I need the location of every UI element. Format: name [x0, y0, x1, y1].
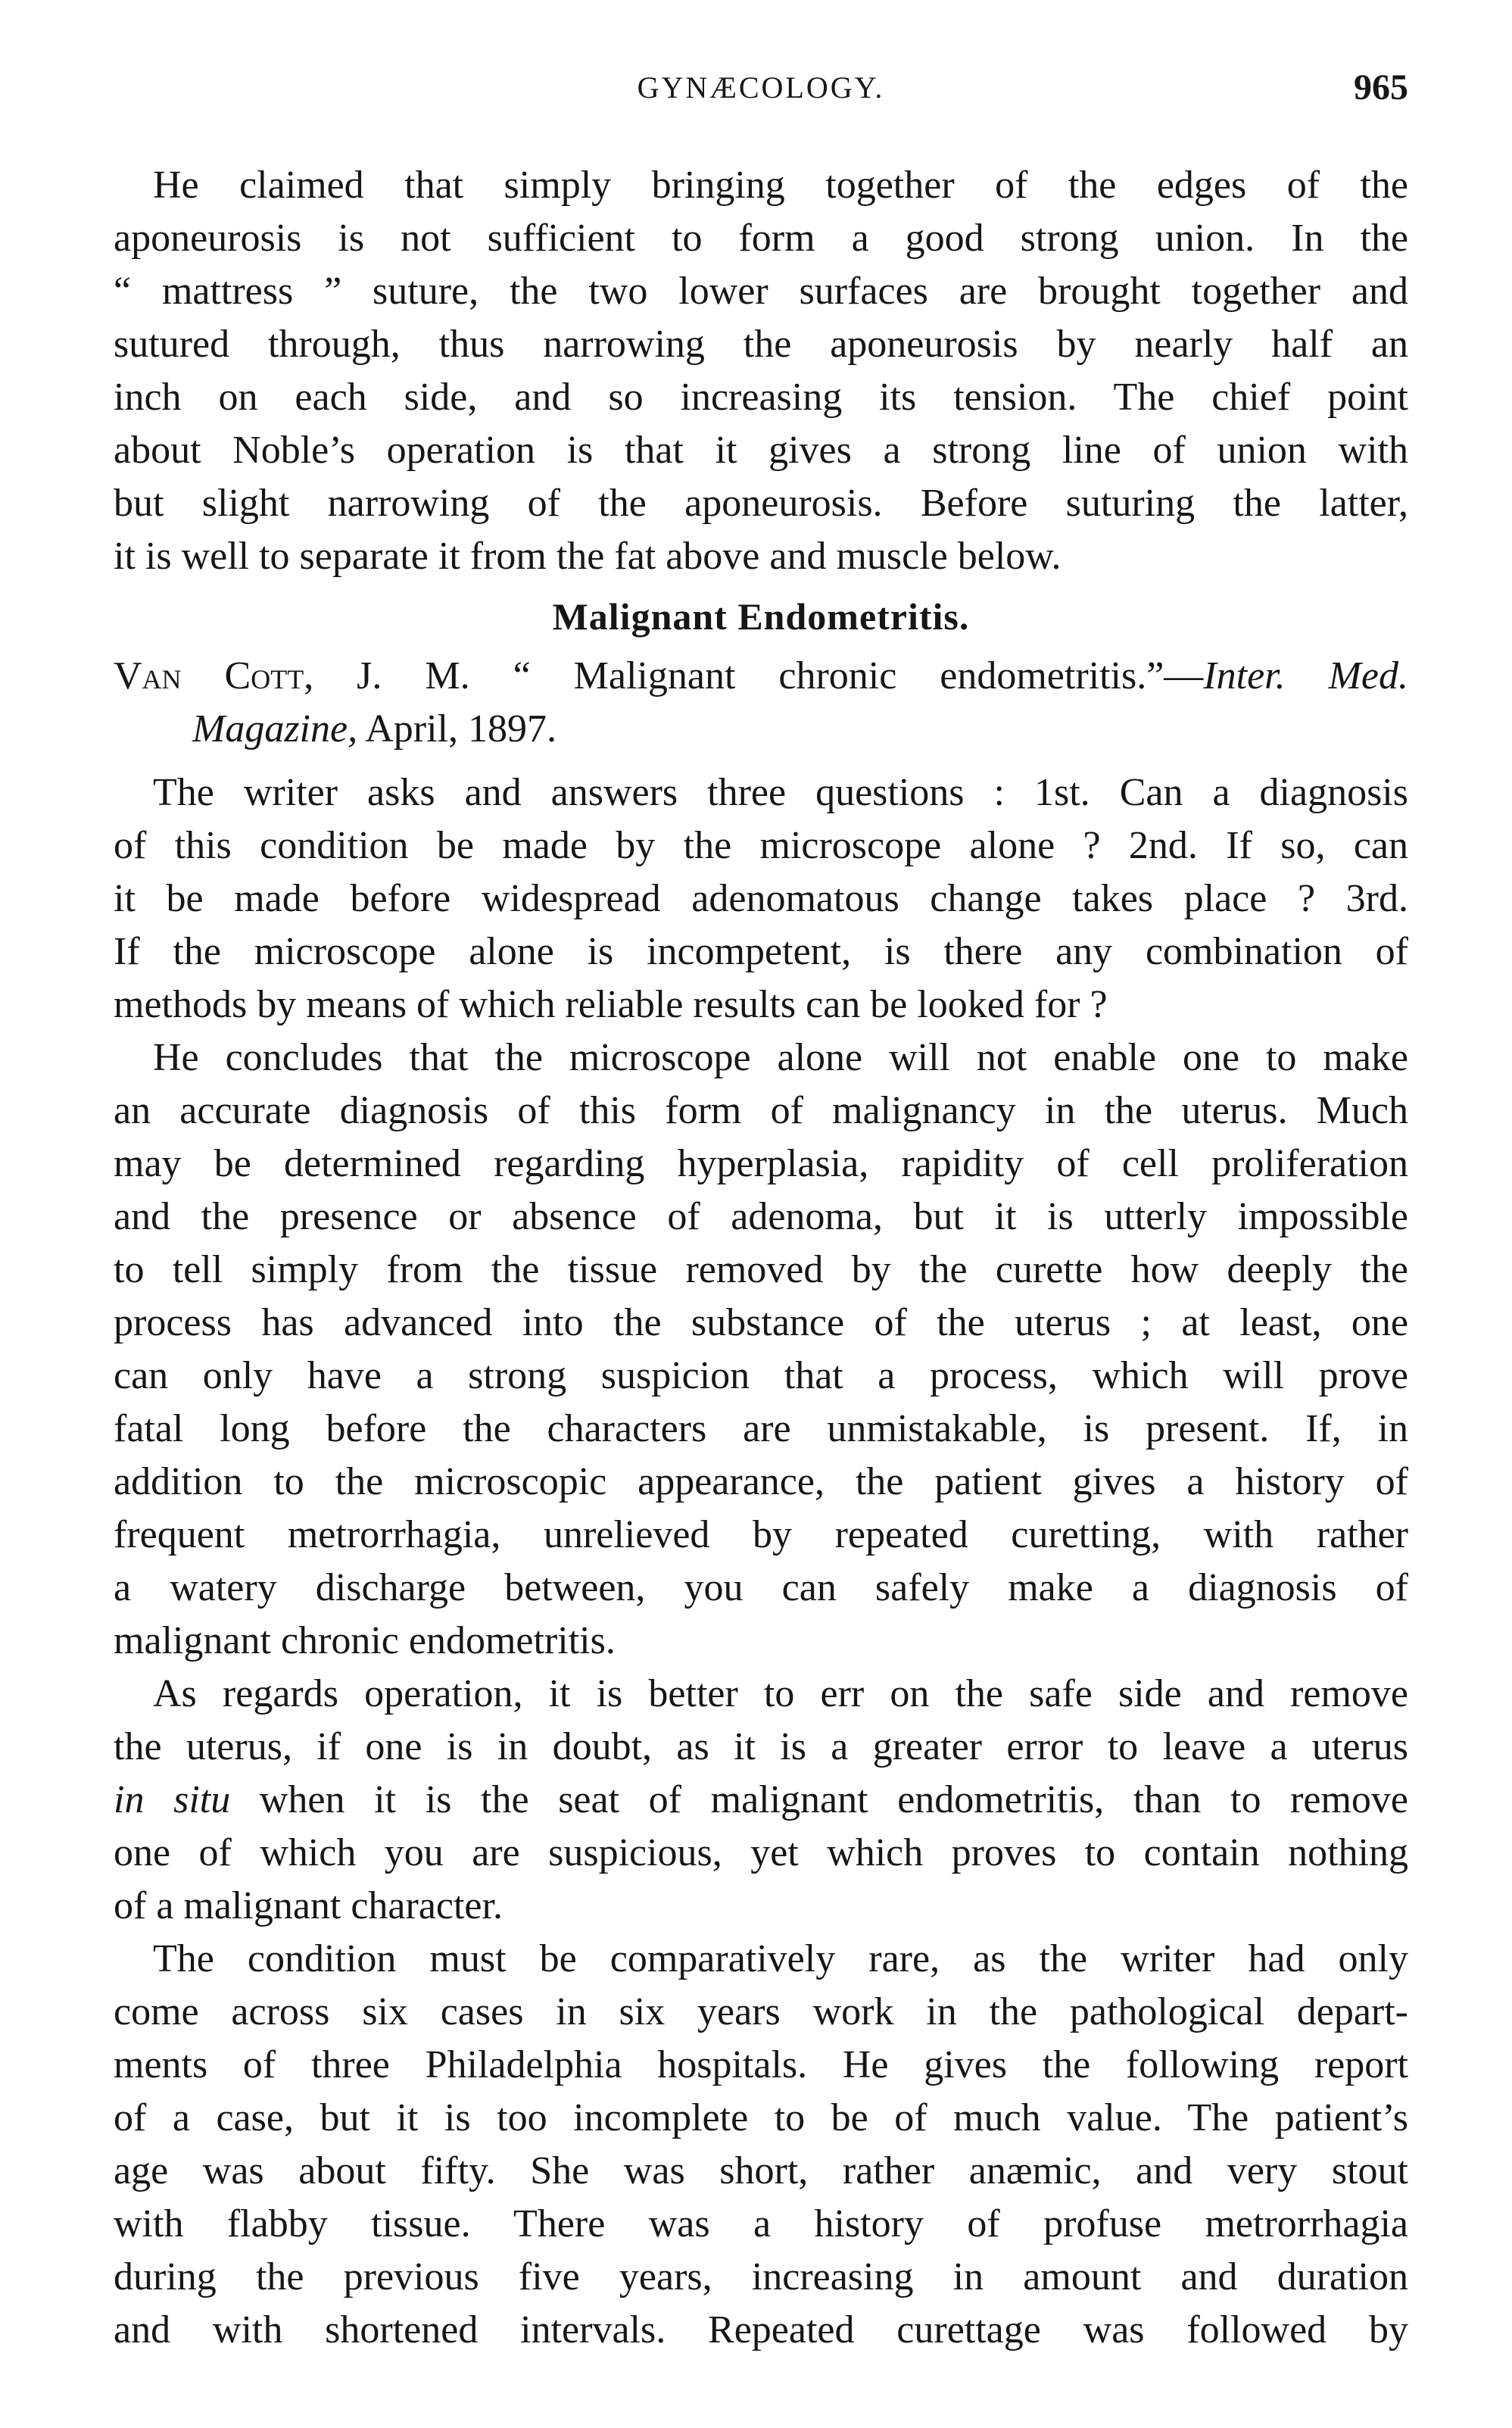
- text-line: come across six cases in six years work in the pathological depart-: [114, 1990, 1408, 2033]
- text-line: one of which you are suspicious, yet which proves to contain nothing: [114, 1831, 1408, 1874]
- text-line: and the presence or absence of adenoma, but it is utterly impossible: [114, 1195, 1408, 1238]
- citation-line: [114, 650, 1408, 703]
- text-line: fatal long before the characters are unmistakable, is present. If, in: [114, 1407, 1408, 1450]
- text-line: frequent metrorrhagia, unrelieved by repeated curetting, with rather: [114, 1513, 1408, 1556]
- text-line: ments of three Philadelphia hospitals. He gives the following report: [114, 2043, 1408, 2086]
- paragraph-noble-operation: [114, 159, 1408, 583]
- text-line: a watery discharge between, you can safely make a diagnosis of: [114, 1566, 1408, 1609]
- text-line: He claimed that simply bringing together of the edges of the: [153, 164, 1408, 207]
- text-line: it is well to separate it from the fat above and muscle below.: [114, 535, 1062, 578]
- citation-journal-cont: Magazine,: [192, 707, 358, 751]
- text-line: [114, 1774, 1408, 1827]
- citation-journal: Inter. Med.: [1203, 654, 1409, 698]
- text-line: during the previous five years, increasing in amount and duration: [114, 2255, 1408, 2298]
- text-line: of a malignant character.: [114, 1884, 503, 1927]
- paragraph-operation: [114, 1668, 1408, 1933]
- text-line: of this condition be made by the microscope alone ? 2nd. If so, can: [114, 824, 1408, 867]
- text-line: but slight narrowing of the aponeurosis. Before suturing the latter,: [114, 482, 1408, 525]
- page-number: 965: [1354, 67, 1408, 108]
- citation: [114, 650, 1408, 756]
- citation-author: Van Cott, J. M.: [114, 654, 470, 698]
- text-line: addition to the microscopic appearance, the patient gives a history of: [114, 1460, 1408, 1503]
- body-text: [114, 159, 1408, 2357]
- running-title: GYNÆCOLOGY.: [637, 70, 885, 105]
- text-line: about Noble’s operation is that it gives a strong line of union with: [114, 429, 1408, 472]
- text-run: when it is the seat of malignant endometritis, than to remove: [230, 1778, 1409, 1821]
- text-line: age was about fifty. She was short, rather anæmic, and very stout: [114, 2149, 1408, 2192]
- text-line: inch on each side, and so increasing its tension. The chief point: [114, 376, 1408, 419]
- text-line: an accurate diagnosis of this form of malignancy in the uterus. Much: [114, 1089, 1408, 1132]
- text-line: aponeurosis is not sufficient to form a good strong union. In the: [114, 217, 1408, 260]
- citation-date: April, 1897.: [357, 707, 556, 751]
- paragraph-conclusions: [114, 1031, 1408, 1668]
- citation-title: “ Malignant chronic endometritis.”—: [513, 654, 1204, 698]
- paragraph-questions: [114, 766, 1408, 1031]
- text-line: process has advanced into the substance of the uterus ; at least, one: [114, 1301, 1408, 1344]
- section-heading: Malignant Endometritis.: [552, 595, 970, 638]
- text-line: As regards operation, it is better to err on the safe side and remove: [153, 1672, 1408, 1715]
- text-line: “ mattress ” suture, the two lower surfaces are brought together and: [114, 270, 1408, 313]
- text-line: with flabby tissue. There was a history of profuse metrorrhagia: [114, 2202, 1408, 2245]
- text-line: The writer asks and answers three questions : 1st. Can a diagnosis: [153, 771, 1408, 814]
- text-line: of a case, but it is too incomplete to be of much value. The patient’s: [114, 2096, 1408, 2139]
- page-header: [114, 67, 1408, 115]
- italic-phrase: in situ: [114, 1778, 231, 1821]
- text-line: and with shortened intervals. Repeated curettage was followed by: [114, 2308, 1408, 2352]
- citation-line: [114, 703, 1408, 756]
- text-line: malignant chronic endometritis.: [114, 1619, 616, 1662]
- text-line: He concludes that the microscope alone will not enable one to make: [153, 1036, 1408, 1079]
- paragraph-case-report: [114, 1933, 1408, 2357]
- text-line: the uterus, if one is in doubt, as it is a greater error to leave a uterus: [114, 1725, 1408, 1768]
- text-line: sutured through, thus narrowing the aponeurosis by nearly half an: [114, 323, 1408, 366]
- text-line: to tell simply from the tissue removed by the curette how deeply the: [114, 1248, 1408, 1291]
- text-line: If the microscope alone is incompetent, is there any combination of: [114, 930, 1408, 973]
- text-line: it be made before widespread adenomatous change takes place ? 3rd.: [114, 877, 1408, 920]
- text-line: The condition must be comparatively rare, as the writer had only: [153, 1937, 1408, 1980]
- text-line: methods by means of which reliable results can be looked for ?: [114, 983, 1108, 1026]
- text-line: may be determined regarding hyperplasia, rapidity of cell proliferation: [114, 1142, 1408, 1185]
- text-line: can only have a strong suspicion that a process, which will prove: [114, 1354, 1408, 1397]
